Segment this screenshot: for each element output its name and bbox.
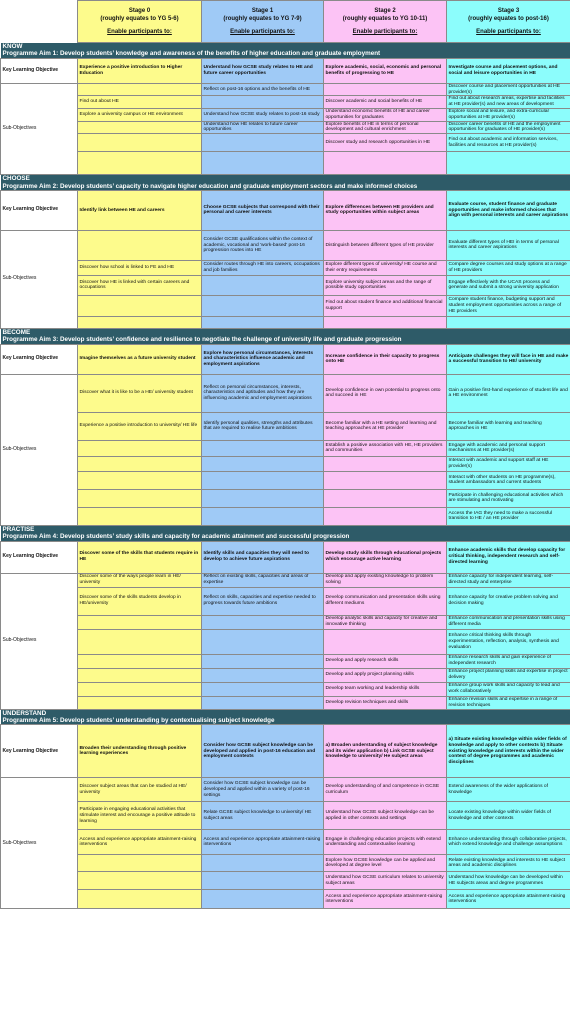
sub-objective-row — [1, 440, 570, 456]
sub-objective-stage-2: Engage in challenging education projects with extend understanding and contextualise learning — [324, 830, 447, 855]
programme-aim: Programme Aim 1: Develop students’ knowledge and awareness of the benefits of higher education and graduate employment — [2, 50, 381, 58]
klo-stage-0: Discover some of the skills that students require in HE — [78, 541, 202, 573]
section-title: BECOME — [2, 328, 31, 336]
sub-objective-stage-1: Reflect on post-16 options and the benefits of HE — [202, 83, 324, 96]
sub-objective-stage-1: Reflect on skills, capacities and expertise needed to progress towards future ambitions — [202, 587, 324, 615]
sub-objective-stage-0 — [78, 456, 202, 471]
sub-objective-stage-0 — [78, 230, 202, 260]
sub-objective-stage-2 — [324, 456, 447, 471]
sub-objective-stage-2: Develop and apply project planning skills — [324, 668, 447, 682]
sub-objective-stage-1 — [202, 275, 324, 295]
sub-objective-stage-3: Locate existing knowledge within wider fields of knowledge and other contexts — [447, 802, 570, 830]
sub-objectives-label: Sub-Objectives — [1, 778, 78, 909]
sub-objective-stage-0 — [78, 83, 202, 96]
sub-objective-row — [1, 615, 570, 629]
sub-objective-stage-3: Enhance group work skills and capacity to lead and work collaboratively — [447, 682, 570, 696]
klo-stage-2: Explore academic, social, economic and personal benefits of progressing to HE — [324, 58, 447, 83]
key-learning-objective-row — [1, 58, 570, 83]
sub-objective-stage-2: Explore how GCSE knowledge can be applied and developed at degree level — [324, 855, 447, 872]
key-learning-objective-label: Key Learning Objective — [1, 190, 78, 230]
sub-objective-stage-3: Enhance communication and presentation skills using different media — [447, 615, 570, 629]
stage-3-header — [447, 1, 570, 43]
sub-objective-stage-0 — [78, 121, 202, 134]
sub-objective-row — [1, 260, 570, 275]
sub-objective-stage-0: Discover some of the ways people learn in HE/ university — [78, 573, 202, 587]
klo-stage-0: Identify link between HE and careers — [78, 190, 202, 230]
sub-objective-stage-1 — [202, 134, 324, 152]
sub-objective-row — [1, 872, 570, 890]
section-header — [1, 709, 570, 725]
sub-objectives-label: Sub-Objectives — [1, 573, 78, 709]
sub-objective-stage-3: Gain a positive first-hand experience of student life and a HE environment — [447, 374, 570, 412]
sub-objective-stage-2: Explore different types of university/ HE course and their entry requirements — [324, 260, 447, 275]
sub-objective-stage-2: Find out about student finance and additional financial support — [324, 295, 447, 316]
sub-objective-stage-1 — [202, 855, 324, 872]
sub-objective-stage-1: Consider how GCSE subject knowledge can be developed and applied within a variety of post-16 settings — [202, 778, 324, 802]
sub-objective-stage-1 — [202, 629, 324, 654]
sub-objective-row — [1, 295, 570, 316]
sub-objective-stage-3 — [447, 316, 570, 328]
sub-objective-stage-1 — [202, 696, 324, 709]
sub-objective-row — [1, 668, 570, 682]
key-learning-objective-label: Key Learning Objective — [1, 725, 78, 778]
sub-objective-row — [1, 830, 570, 855]
sub-objective-stage-3: Find out about academic and information services, facilities and resources at HE provider(s) — [447, 134, 570, 152]
sub-objective-stage-3: Discover career benefits of HE and the employment opportunities for graduates of HE provider(s) — [447, 121, 570, 134]
sub-objective-stage-1 — [202, 872, 324, 890]
sub-objective-stage-2: Understand how GCSE subject knowledge can be applied in other contexts and settings — [324, 802, 447, 830]
sub-objective-stage-1: Understand how GCSE study relates to post-16 study — [202, 108, 324, 121]
section-header-cell — [1, 43, 570, 59]
sub-objectives-label: Sub-Objectives — [1, 374, 78, 525]
sub-objective-stage-2 — [324, 83, 447, 96]
sub-objective-stage-2: Explore university subject areas and the range of possible study opportunities — [324, 275, 447, 295]
sub-objective-stage-1 — [202, 507, 324, 525]
klo-stage-3: Investigate course and placement options, and social and leisure opportunities in HE — [447, 58, 570, 83]
sub-objective-stage-1 — [202, 96, 324, 109]
sub-objective-stage-3: Interact with other students on HE programme(s), student ambassadors and current students — [447, 471, 570, 489]
key-learning-objective-label: Key Learning Objective — [1, 344, 78, 374]
sub-objective-stage-1 — [202, 654, 324, 668]
sub-objective-stage-3: Enhance capacity for independent learning, self-directed study and enterprise — [447, 573, 570, 587]
stage-3-name: Stage 3 — [497, 7, 520, 14]
sub-objective-stage-1: Identify personal qualities, strengths and attributes that are required to realise future ambitions — [202, 412, 324, 440]
sub-objective-stage-3: Interact with academic and support staff at HE provider(s) — [447, 456, 570, 471]
sub-objective-stage-1 — [202, 471, 324, 489]
sub-objective-stage-0 — [78, 507, 202, 525]
sub-objective-row — [1, 108, 570, 121]
sub-objective-stage-2 — [324, 316, 447, 328]
programme-aim: Programme Aim 2: Develop students’ capacity to navigate higher education and graduate employment sectors and make informed choices — [2, 182, 418, 190]
sub-objective-row — [1, 412, 570, 440]
sub-objective-stage-3: Relate existing knowledge and interests to HE subject areas and academic disciplines — [447, 855, 570, 872]
section-title: KNOW — [2, 43, 23, 50]
key-learning-objective-row — [1, 725, 570, 778]
sub-objective-stage-1 — [202, 456, 324, 471]
sub-objective-stage-0: Discover how HE is linked with certain careers and occupations — [78, 275, 202, 295]
sub-objective-stage-3: Understand how knowledge can be developed within HE subjects areas and degree programmes — [447, 872, 570, 890]
sub-objective-stage-1 — [202, 615, 324, 629]
klo-stage-3: Anticipate challenges they will face in HE and make a successful transition to HE/ university — [447, 344, 570, 374]
sub-objective-row — [1, 855, 570, 872]
sub-objective-stage-0 — [78, 855, 202, 872]
sub-objective-row — [1, 778, 570, 802]
section-header-cell — [1, 709, 570, 725]
sub-objective-stage-0 — [78, 316, 202, 328]
section-title: PRACTISE — [2, 525, 35, 533]
sub-objectives-label: Sub-Objectives — [1, 83, 78, 174]
sub-objective-stage-0: Access and experience appropriate attainment-raising interventions — [78, 830, 202, 855]
sub-objective-row — [1, 654, 570, 668]
sub-objective-stage-2: Understand economic benefits of HE and career opportunities for graduates — [324, 108, 447, 121]
sub-objective-stage-0 — [78, 471, 202, 489]
sub-objective-stage-3: Discover course and placement opportunities at HE provider(s) — [447, 83, 570, 96]
sub-objective-stage-1: Consider routes through HE into careers, occupations and job families — [202, 260, 324, 275]
programme-aim: Programme Aim 5: Develop students’ understanding by contextualising subject knowledge — [2, 717, 275, 725]
sub-objective-row — [1, 96, 570, 109]
sub-objective-stage-1 — [202, 489, 324, 507]
sub-objective-stage-0: Participate in engaging educational activities that stimulate interest and encourage a positive attitude to learning — [78, 802, 202, 830]
section-header-cell — [1, 328, 570, 344]
sub-objective-row — [1, 152, 570, 175]
sub-objective-stage-3: Evaluate different types of HEI in terms of personal interests and career aspirations — [447, 230, 570, 260]
section-header — [1, 525, 570, 541]
klo-stage-3: a) Situate existing knowledge within wider fields of knowledge and apply to other contexts b) Situate existing knowledge and interests within the wider context of degree programmes and academic disciplines — [447, 725, 570, 778]
sub-objective-stage-3: Become familiar with learning and teaching approaches in HE — [447, 412, 570, 440]
klo-stage-2: Increase confidence in their capacity to progress onto HE — [324, 344, 447, 374]
sub-objective-row — [1, 83, 570, 96]
sub-objective-stage-2: Explore benefits of HE in terms of personal development and cultural enrichment — [324, 121, 447, 134]
stage-2-enable: Enable participants to: — [352, 29, 418, 36]
klo-stage-1: Choose GCSE subjects that correspond with their personal and career interests — [202, 190, 324, 230]
sub-objective-row — [1, 573, 570, 587]
klo-stage-1: Understand how GCSE study relates to HE and future career opportunities — [202, 58, 324, 83]
sub-objective-stage-0 — [78, 615, 202, 629]
stage-2-header — [324, 1, 447, 43]
sub-objective-stage-0 — [78, 872, 202, 890]
sub-objective-stage-0: Discover subject areas that can be studied at HE/ university — [78, 778, 202, 802]
sub-objective-stage-3: Enhance project planning skills and expertise in project delivery — [447, 668, 570, 682]
sub-objective-stage-2: Develop communication and presentation skills using different mediums — [324, 587, 447, 615]
sub-objective-stage-1: Reflect on existing skills, capacities and areas of expertise — [202, 573, 324, 587]
sub-objective-row — [1, 489, 570, 507]
sub-objective-stage-3: Access the IAG they need to make a successful transition to HE / an HE provider — [447, 507, 570, 525]
section-header-cell — [1, 525, 570, 541]
key-learning-objective-label: Key Learning Objective — [1, 58, 78, 83]
sub-objective-stage-2: Distinguish between different types of HE provider — [324, 230, 447, 260]
sub-objective-row — [1, 230, 570, 260]
section-title: UNDERSTAND — [2, 709, 47, 717]
sub-objective-stage-1 — [202, 890, 324, 909]
sub-objective-stage-0: Discover what it is like to be a HE/ university student — [78, 374, 202, 412]
sub-objective-stage-2: Develop understanding of and competence in GCSE curriculum — [324, 778, 447, 802]
klo-stage-1: Identify skills and capacities they will need to develop to achieve future aspirations — [202, 541, 324, 573]
sub-objective-stage-2: Discover study and research opportunities in HE — [324, 134, 447, 152]
klo-stage-2: Explore differences between HE providers and study opportunities within subject areas — [324, 190, 447, 230]
klo-stage-1: Explore how personal circumstances, interests and characteristics influence academic and employment aspirations — [202, 344, 324, 374]
key-learning-objective-row — [1, 190, 570, 230]
programme-aim: Programme Aim 4: Develop students’ study skills and capacity for academic attainment and successful progression — [2, 533, 350, 541]
sub-objective-stage-2: Develop confidence in own potential to progress onto and succeed in HE — [324, 374, 447, 412]
sub-objective-stage-0 — [78, 682, 202, 696]
sub-objective-row — [1, 275, 570, 295]
klo-stage-2: a) Broaden understanding of subject knowledge and its wider application b) Link GCSE subject knowledge to university/ He subject areas — [324, 725, 447, 778]
sub-objective-stage-2 — [324, 471, 447, 489]
key-learning-objective-label: Key Learning Objective — [1, 541, 78, 573]
stage-0-enable: Enable participants to: — [107, 29, 172, 36]
sub-objective-stage-2 — [324, 489, 447, 507]
sub-objective-stage-1 — [202, 682, 324, 696]
klo-stage-2: Develop study skills through educational projects which encourage active learning — [324, 541, 447, 573]
sub-objective-stage-2: Develop and apply existing knowledge to problem solving — [324, 573, 447, 587]
sub-objective-stage-2 — [324, 507, 447, 525]
sub-objective-stage-2: Understand how GCSE curriculum relates to university subject areas — [324, 872, 447, 890]
sub-objective-stage-3: Enhance research skills and gain experience of independent research — [447, 654, 570, 668]
stage-0-header — [78, 1, 202, 43]
sub-objective-stage-1 — [202, 295, 324, 316]
sub-objective-stage-0 — [78, 696, 202, 709]
sub-objective-stage-1: Understand how HE relates to future career opportunities — [202, 121, 324, 134]
sub-objective-stage-0: Discover how school is linked to FE and HE — [78, 260, 202, 275]
sub-objectives-label: Sub-Objectives — [1, 230, 78, 328]
sub-objective-row — [1, 587, 570, 615]
stage-header-row — [1, 1, 570, 43]
sub-objective-stage-2 — [324, 629, 447, 654]
sub-objective-row — [1, 121, 570, 134]
section-header-cell — [1, 175, 570, 191]
sub-objective-row — [1, 696, 570, 709]
sub-objective-stage-0 — [78, 890, 202, 909]
sub-objective-stage-3 — [447, 152, 570, 175]
klo-stage-3: Evaluate course, student finance and graduate opportunities and make informed choices that align with personal interests and career aspirations — [447, 190, 570, 230]
sub-objective-stage-0: Find out about HE — [78, 96, 202, 109]
stage-1-header — [202, 1, 324, 43]
sub-objective-stage-0 — [78, 134, 202, 152]
sub-objective-stage-3: Access and experience appropriate attainment-raising interventions — [447, 890, 570, 909]
stage-2-name: Stage 2 — [374, 7, 396, 14]
sub-objective-row — [1, 507, 570, 525]
klo-stage-3: Enhance academic skills that develop capacity for critical thinking, independent research and self-directed learning — [447, 541, 570, 573]
sub-objective-row — [1, 682, 570, 696]
sub-objective-stage-3: Enhance capacity for creative problem solving and decision making — [447, 587, 570, 615]
sub-objective-stage-1 — [202, 316, 324, 328]
sub-objective-stage-2: Develop team working and leadership skills — [324, 682, 447, 696]
stage-1-range: (roughly equates to YG 7-9) — [223, 15, 302, 22]
sub-objective-row — [1, 629, 570, 654]
stage-3-enable: Enable participants to: — [476, 29, 541, 36]
sub-objective-stage-3: Participate in challenging educational activities which are stimulating and motivating — [447, 489, 570, 507]
sub-objective-stage-3: Enhance revision skills and expertise in a range of revision techniques — [447, 696, 570, 709]
sub-objective-stage-1 — [202, 668, 324, 682]
key-learning-objective-row — [1, 541, 570, 573]
sub-objective-stage-2: Become familiar with a HE setting and learning and teaching approaches at HE provider — [324, 412, 447, 440]
sub-objective-stage-1: Relate GCSE subject knowledge to university/ HE subject areas — [202, 802, 324, 830]
klo-stage-1: Consider how GCSE subject knowledge can be developed and applied in post-16 education and employment contexts — [202, 725, 324, 778]
key-learning-objective-row — [1, 344, 570, 374]
sub-objective-stage-0: Discover some of the skills students develop in HE/university — [78, 587, 202, 615]
sub-objective-stage-2 — [324, 152, 447, 175]
sub-objective-stage-0 — [78, 654, 202, 668]
sub-objective-stage-0 — [78, 489, 202, 507]
sub-objective-stage-2: Establish a positive association with HE, HE providers and communities — [324, 440, 447, 456]
section-header — [1, 43, 570, 59]
sub-objective-stage-0 — [78, 440, 202, 456]
sub-objective-stage-0: Experience a positive introduction to university/ HE life — [78, 412, 202, 440]
sub-objective-stage-3: Find out about research areas, expertise and facilities at HE provider(s) and new areas of development — [447, 96, 570, 109]
sub-objective-row — [1, 890, 570, 909]
header-corner — [1, 1, 78, 43]
stage-2-range: (roughly equates to YG 10-11) — [342, 15, 428, 22]
sub-objective-stage-3: Enhance critical thinking skills through experimentation, reflection, analysis, synthesis and evaluation — [447, 629, 570, 654]
sub-objective-stage-1 — [202, 152, 324, 175]
sub-objective-row — [1, 471, 570, 489]
sub-objective-stage-0 — [78, 152, 202, 175]
section-header — [1, 328, 570, 344]
sub-objective-stage-2: Develop revision techniques and skills — [324, 696, 447, 709]
klo-stage-0: Broaden their understanding through positive learning experiences — [78, 725, 202, 778]
sub-objective-stage-3: Engage effectively with the UCAS process and generate and submit a strong university application — [447, 275, 570, 295]
sub-objective-stage-0 — [78, 668, 202, 682]
stage-0-range: (roughly equates to YG 5-6) — [100, 15, 179, 22]
sub-objective-stage-3: Extend awareness of the wider applications of knowledge — [447, 778, 570, 802]
klo-stage-0: Imagine themselves as a future university student — [78, 344, 202, 374]
sub-objective-stage-0 — [78, 629, 202, 654]
sub-objective-stage-3: Explore social and leisure, and extra-curricular opportunities at HE provider(s) — [447, 108, 570, 121]
sub-objective-stage-3: Enhance understanding through collaborative projects, which extend knowledge and challenge assumptions — [447, 830, 570, 855]
sub-objective-row — [1, 316, 570, 328]
sub-objective-stage-3: Engage with academic and personal support mechanisms at HE provider(s) — [447, 440, 570, 456]
programme-aim: Programme Aim 3: Develop students’ confidence and resilience to negotiate the challenge of university life and graduate progression — [2, 336, 402, 344]
stage-0-name: Stage 0 — [128, 7, 151, 14]
section-title: CHOOSE — [2, 175, 30, 183]
sub-objective-stage-2: Access and experience appropriate attainment-raising interventions — [324, 890, 447, 909]
klo-stage-0: Experience a positive introduction to Higher Education — [78, 58, 202, 83]
sub-objective-stage-3: Compare student finance, budgeting support and student employment opportunities across a range of HE providers — [447, 295, 570, 316]
sub-objective-row — [1, 802, 570, 830]
stage-1-enable: Enable participants to: — [230, 29, 295, 36]
sub-objective-stage-0 — [78, 295, 202, 316]
stage-1-name: Stage 1 — [251, 7, 274, 14]
sub-objective-stage-2: Develop and apply research skills — [324, 654, 447, 668]
sub-objective-stage-0: Explore a university campus or HE environment — [78, 108, 202, 121]
sub-objective-row — [1, 456, 570, 471]
stage-3-range: (roughly equates to post-16) — [468, 15, 549, 22]
sub-objective-row — [1, 374, 570, 412]
sub-objective-stage-1: Access and experience appropriate attainment-raising interventions — [202, 830, 324, 855]
sub-objective-stage-3: Compare degree courses and study options at a range of HE providers — [447, 260, 570, 275]
section-header — [1, 175, 570, 191]
sub-objective-stage-2: Discover academic and social benefits of HE — [324, 96, 447, 109]
sub-objective-stage-1: Reflect on personal circumstances, interests, characteristics and aptitudes and how they are influencing academic and employment aspirations — [202, 374, 324, 412]
sub-objective-stage-1: Consider GCSE qualifications within the context of academic, vocational and 'work-based' post-16 progression routes into HE — [202, 230, 324, 260]
sub-objective-stage-2: Develop analytic skills and capacity for creative and innovative thinking — [324, 615, 447, 629]
sub-objective-stage-1 — [202, 440, 324, 456]
sub-objective-row — [1, 134, 570, 152]
